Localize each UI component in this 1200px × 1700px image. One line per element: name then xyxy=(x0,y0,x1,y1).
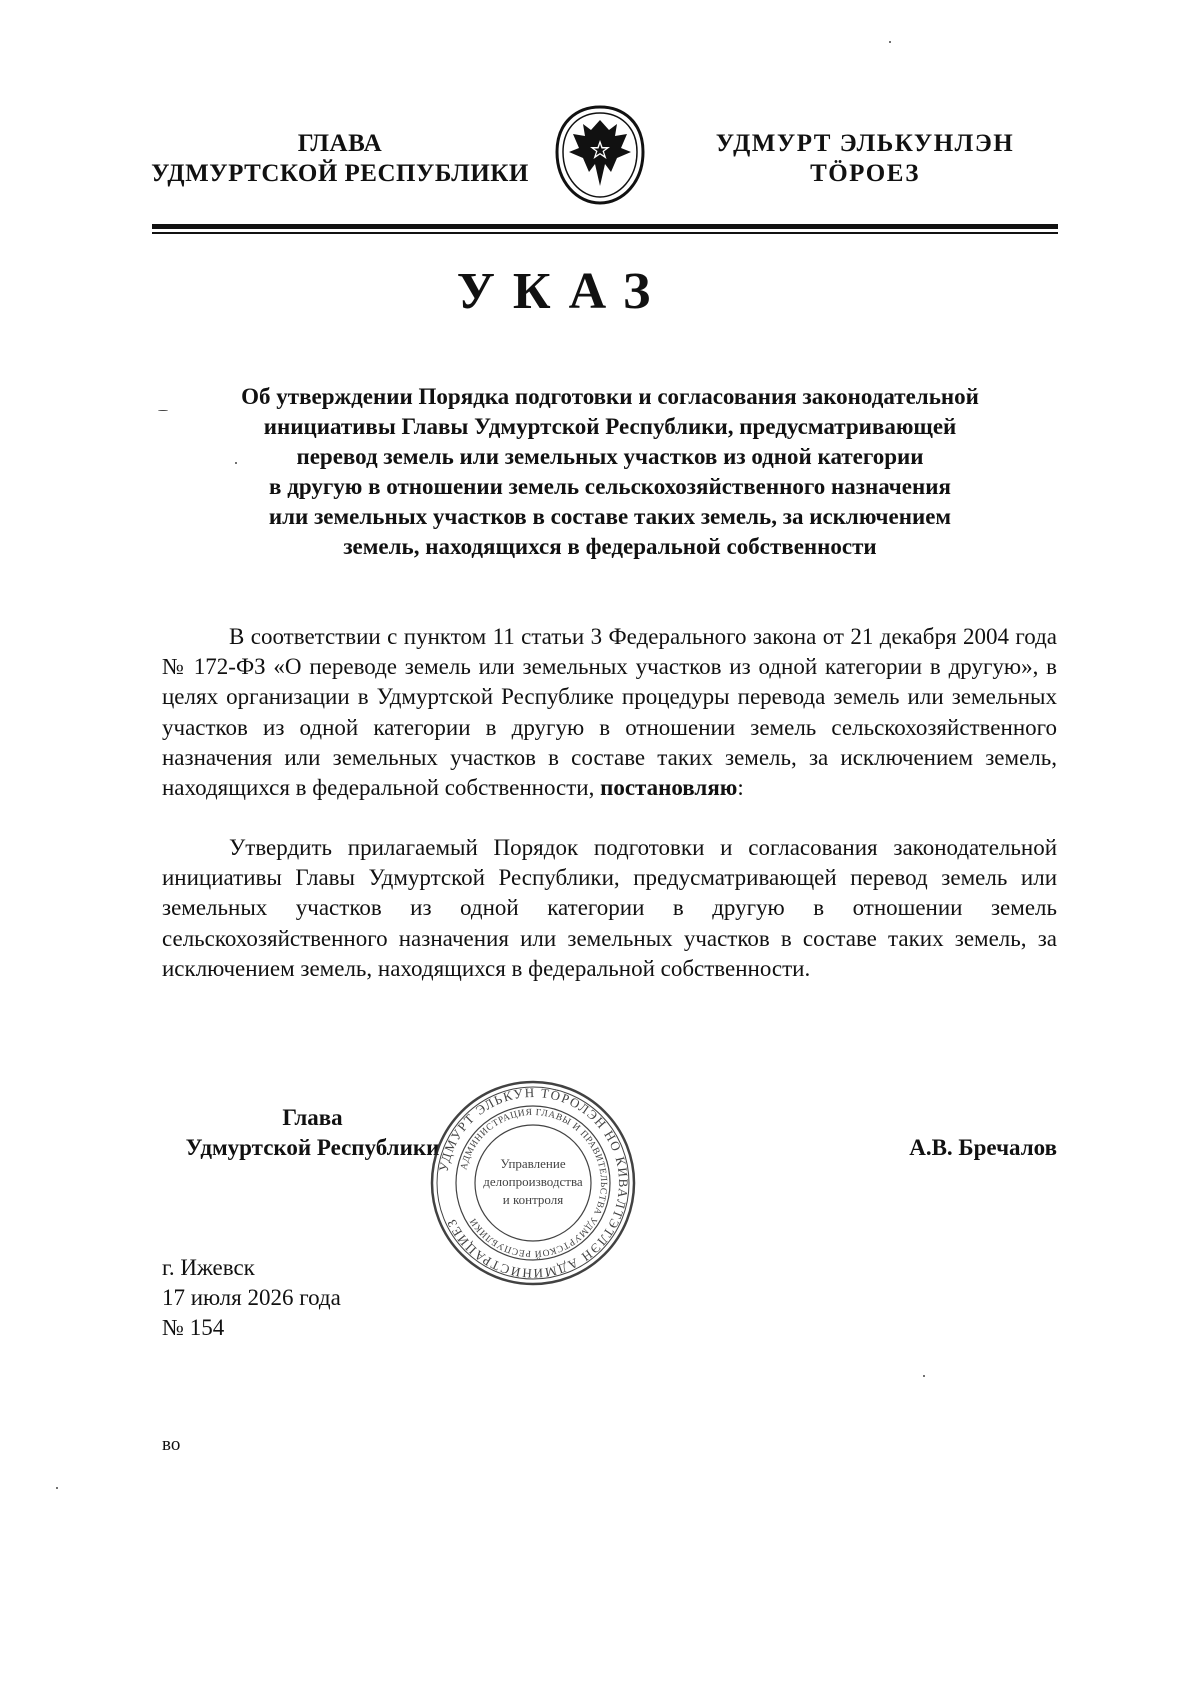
title-line: или земельных участков в составе таких земель, за исключением xyxy=(268,504,952,529)
title-line: Об утверждении Порядка подготовки и согласования законодательной xyxy=(241,384,979,409)
header-left-line1: ГЛАВА xyxy=(297,130,383,157)
seal-outer-text: УДМУРТ ЭЛЬКУН ТӦРОЛЭН НО КИВАЛТЭТЛЭН АДМИНИСТРАЦИЕЗ xyxy=(435,1084,632,1282)
signatory-name: А.В. Бречалов xyxy=(909,1135,1057,1160)
header-rule-thin xyxy=(152,232,1058,234)
decree-keyword: постановляю xyxy=(600,775,738,801)
header-rule-thick xyxy=(152,224,1058,229)
document-type: УКАЗ xyxy=(456,263,669,320)
scan-speck xyxy=(56,1487,58,1489)
seal-center-line3: и контроля xyxy=(502,1192,564,1207)
scan-speck xyxy=(923,1375,925,1377)
title-line: инициативы Главы Удмуртской Республики, предусматривающей xyxy=(263,414,957,439)
paragraph-1-colon: : xyxy=(737,775,744,801)
document-title xyxy=(180,382,1040,562)
seal-center-line1: Управление xyxy=(500,1156,566,1171)
place-date-block xyxy=(162,1253,341,1343)
decree-date: 17 июля 2026 года xyxy=(162,1285,341,1310)
body-paragraph-1 xyxy=(162,622,1057,803)
official-seal-stamp xyxy=(428,1078,638,1288)
header-left-line2: УДМУРТСКОЙ РЕСПУБЛИКИ xyxy=(151,160,529,187)
header-left xyxy=(140,129,540,189)
title-line: в другую в отношении земель сельскохозяйственного назначения xyxy=(269,474,951,499)
signatory-title-line2: Удмуртской Республики xyxy=(185,1135,440,1160)
scan-speck xyxy=(158,410,168,411)
signatory-title-line1: Глава xyxy=(282,1105,343,1130)
city: г. Ижевск xyxy=(162,1255,255,1280)
footer-code: во xyxy=(162,1434,181,1455)
seal-center-line2: делопроизводства xyxy=(483,1174,583,1189)
seal-inner-text: АДМИНИСТРАЦИЯ ГЛАВЫ И ПРАВИТЕЛЬСТВА УДМУРТСКОЙ РЕСПУБЛИКИ xyxy=(459,1107,609,1259)
title-line: земель, находящихся в федеральной собственности xyxy=(343,534,877,559)
coat-of-arms-icon xyxy=(553,104,647,206)
body-paragraph-2: Утвердить прилагаемый Порядок подготовки и согласования законодательной инициативы Главы Удмуртской Республики, предусматривающей перевод земель или земельных участков из одной категории в другую в отношении земель сельскохозяйственного назначения или земельных участков в составе таких земель, за исключением земель, находящихся в федеральной собственности. xyxy=(162,835,1057,981)
scan-speck xyxy=(235,462,237,464)
title-line: перевод земель или земельных участков из одной категории xyxy=(296,444,924,469)
header-right-line2: ТӦРОЕЗ xyxy=(810,160,920,187)
scan-speck xyxy=(889,41,891,43)
header-right xyxy=(700,129,1030,189)
paragraph-1-text: В соответствии с пунктом 11 статьи 3 Федерального закона от 21 декабря 2004 года № 172-ФЗ «О переводе земель или земельных участков из одной категории в другую», в целях организации в Удмуртской Республике процедуры перевода земель или земельных участков из одной категории в другую в отношении земель сельскохозяйственного назначения или земельных участков в составе таких земель, за исключением земель, находящихся в федеральной собственности, xyxy=(162,624,1057,801)
decree-number: № 154 xyxy=(162,1315,225,1340)
header-right-line1: УДМУРТ ЭЛЬКУНЛЭН xyxy=(715,130,1015,157)
